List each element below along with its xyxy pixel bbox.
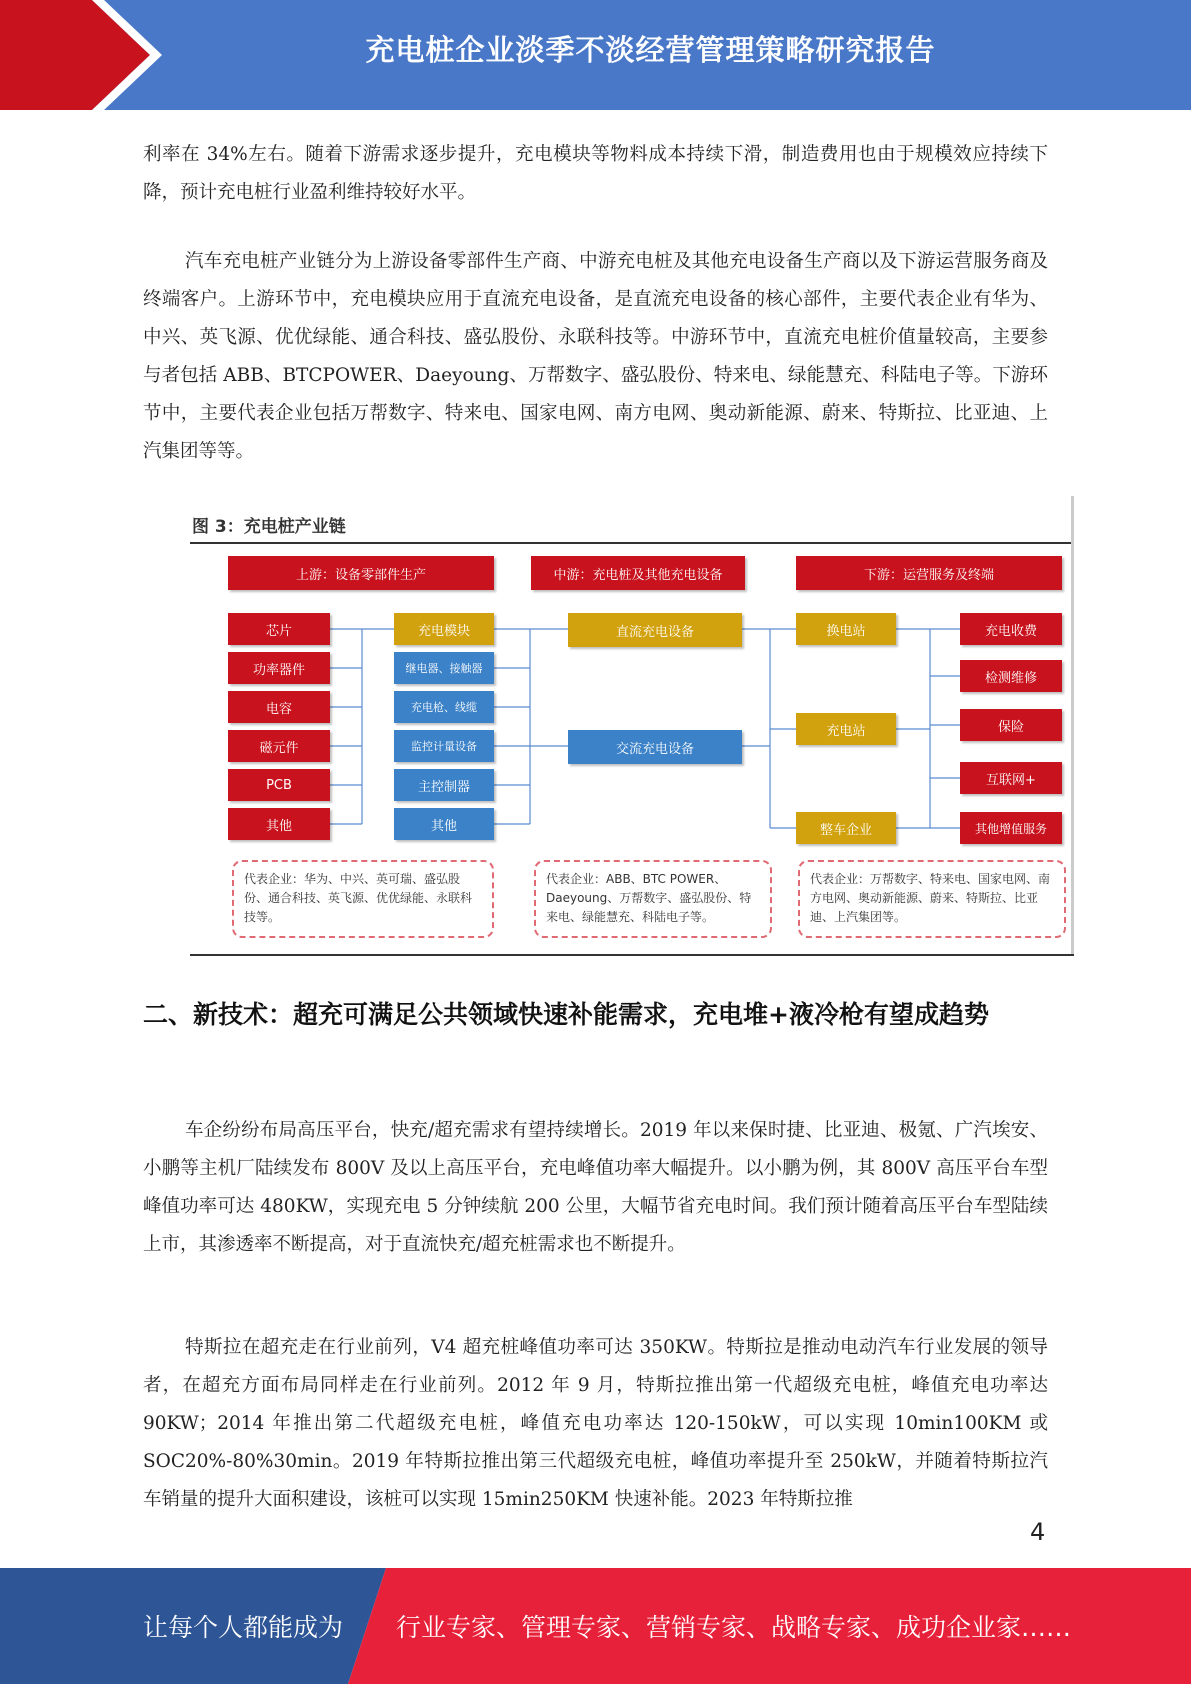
paragraph-high-voltage: 车企纷纷布局高压平台，快充/超充需求有望持续增长。2019 年以来保时捷、比亚迪、极氪、广汽埃安、小鹏等主机厂陆续发布 800V 及以上高压平台，充电峰值功率大幅提升。以小鹏为例，其 800V 高压平台车型峰值功率可达 480KW，实现充电 5 分钟续航 200 公里，大幅节省充电时间。我们预计随着高压平台车型陆续上市，其渗透率不断提高，对于直流快充/超充桩需求也不断提升。 (143, 1120, 1048, 1255)
mid-dc-equipment: 直流充电设备 (568, 613, 742, 647)
figure-bottom-rule (190, 954, 1074, 956)
midstream-header: 中游：充电桩及其他充电设备 (531, 556, 745, 590)
module-gun-cable: 充电枪、线缆 (394, 691, 494, 723)
module-controller: 主控制器 (394, 769, 494, 801)
service-fee: 充电收费 (960, 613, 1062, 645)
page-footer (0, 1568, 1191, 1684)
part-chip: 芯片 (228, 613, 330, 645)
site-charging-station: 充电站 (796, 713, 896, 745)
page-number: 4 (1030, 1518, 1046, 1546)
module-other: 其他 (394, 808, 494, 840)
service-insurance: 保险 (960, 709, 1062, 741)
downstream-header: 下游：运营服务及终端 (796, 556, 1062, 590)
module-metering: 监控计量设备 (394, 730, 494, 762)
site-battery-swap: 换电站 (796, 613, 896, 645)
footer-slogan-left: 让每个人都能成为 (143, 1613, 344, 1642)
service-maintenance: 检测维修 (960, 660, 1062, 692)
section-heading: 二、新技术：超充可满足公共领域快速补能需求，充电堆+液冷枪有望成趋势 (143, 1000, 989, 1029)
module-relay: 继电器、接触器 (394, 652, 494, 684)
upstream-header: 上游：设备零部件生产 (228, 556, 494, 590)
industry-chain-figure (190, 496, 1074, 956)
downstream-reps: 代表企业：万帮数字、特来电、国家电网、南方电网、奥动新能源、蔚来、特斯拉、比亚迪、上汽集团等。 (798, 860, 1066, 938)
page-header (0, 0, 1191, 110)
site-automaker: 整车企业 (796, 812, 896, 844)
paragraph-profit: 利率在 34%左右。随着下游需求逐步提升，充电模块等物料成本持续下滑，制造费用也由于规模效应持续下降，预计充电桩行业盈利维持较好水平。 (143, 144, 1048, 203)
service-internet: 互联网+ (960, 762, 1062, 794)
module-charging: 充电模块 (394, 613, 494, 645)
part-magnetic: 磁元件 (228, 730, 330, 762)
footer-slogan-right: 行业专家、管理专家、营销专家、战略专家、成功企业家…… (396, 1613, 1072, 1642)
service-value-added: 其他增值服务 (960, 812, 1062, 844)
part-power-device: 功率器件 (228, 652, 330, 684)
midstream-reps: 代表企业：ABB、BTC POWER、Daeyoung、万帮数字、盛弘股份、特来电、绿能慧充、科陆电子等。 (534, 860, 772, 938)
paragraph-industry-chain: 汽车充电桩产业链分为上游设备零部件生产商、中游充电桩及其他充电设备生产商以及下游运营服务商及终端客户。上游环节中，充电模块应用于直流充电设备，是直流充电设备的核心部件，主要代表企业有华为、中兴、英飞源、优优绿能、通合科技、盛弘股份、永联科技等。中游环节中，直流充电桩价值量较高，主要参与者包括 ABB、BTCPOWER、Daeyoung、万帮数字、盛弘股份、特来电、绿能慧充、科陆电子等。下游环节中，主要代表企业包括万帮数字、特来电、国家电网、南方电网、奥动新能源、蔚来、特斯拉、比亚迪、上汽集团等等。 (143, 251, 1048, 462)
part-other: 其他 (228, 808, 330, 840)
figure-title: 图 3：充电桩产业链 (192, 517, 346, 537)
part-pcb: PCB (228, 769, 330, 801)
paragraph-tesla: 特斯拉在超充走在行业前列，V4 超充桩峰值功率可达 350KW。特斯拉是推动电动汽车行业发展的领导者，在超充方面布局同样走在行业前列。2012 年 9 月，特斯拉推出第一代超级充电桩，峰值充电功率达 90KW；2014 年推出第二代超级充电桩，峰值充电功率达 120-150kW，可以实现 10min100KM 或 SOC20%-80%30min。2019 年特斯拉推出第三代超级充电桩，峰值功率提升至 250kW，并随着特斯拉汽车销量的提升大面积建设，该桩可以实现 15min250KM 快速补能。2023 年特斯拉推 (143, 1337, 1048, 1510)
mid-ac-equipment: 交流充电设备 (568, 730, 742, 764)
upstream-reps: 代表企业：华为、中兴、英可瑞、盛弘股份、通合科技、英飞源、优优绿能、永联科技等。 (232, 860, 494, 938)
part-capacitor: 电容 (228, 691, 330, 723)
document-title: 充电桩企业淡季不淡经营管理策略研究报告 (365, 33, 936, 67)
